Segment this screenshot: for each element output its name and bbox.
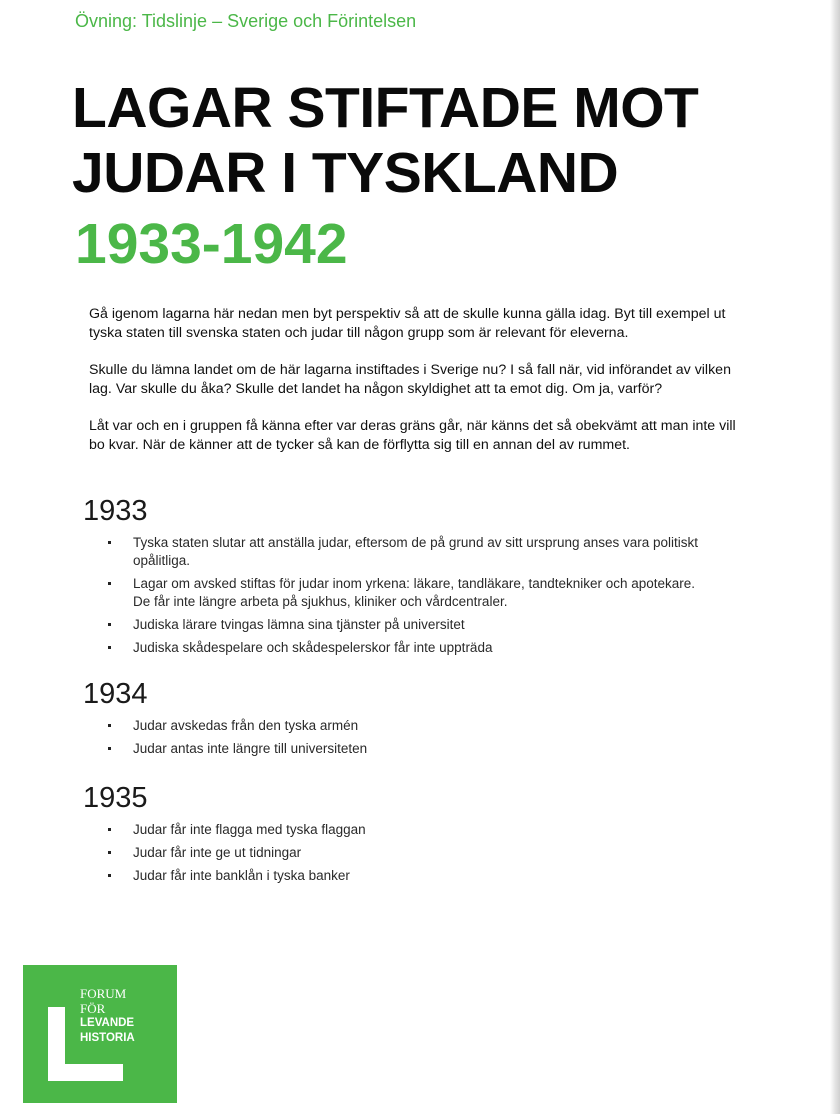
bullet-icon <box>108 646 111 649</box>
list-item <box>108 821 708 839</box>
list-item-text: Judar får inte flagga med tyska flaggan <box>133 822 366 837</box>
logo-l-mark-base <box>48 1064 123 1081</box>
intro-paragraph: Skulle du lämna landet om de här lagarna instiftades i Sverige nu? I så fall när, vid införandet av vilken lag. Var skulle du åka? Skulle det landet ha någon skyldighet att ta emot dig. Om ja, varför? <box>89 362 731 397</box>
logo-text-levande: LEVANDE <box>80 1017 135 1029</box>
intro-paragraph: Gå igenom lagarna här nedan men byt perspektiv så att de skulle kunna gälla idag. Byt till exempel ut tyska staten till svenska staten och judar till någon grupp som är relevant för eleverna. <box>89 306 726 341</box>
logo-text-for: FÖR <box>80 1001 106 1016</box>
list-item <box>108 575 708 611</box>
list-item-text: Judar antas inte längre till universiteten <box>133 741 368 756</box>
logo-text-historia: HISTORIA <box>80 1032 135 1044</box>
bullet-icon <box>108 851 111 854</box>
bullet-icon <box>108 582 111 585</box>
list-item-text: Judar får inte ge ut tidningar <box>133 845 302 860</box>
list-item-text: Judar får inte banklån i tyska banker <box>133 868 350 883</box>
bullet-icon <box>108 541 111 544</box>
list-item-text: Judar avskedas från den tyska armén <box>133 718 359 733</box>
list-item <box>108 844 708 862</box>
list-item-text: Judiska lärare tvingas lämna sina tjänster på universitet <box>133 617 465 632</box>
bullet-icon <box>108 724 111 727</box>
list-item <box>108 867 708 885</box>
forum-for-levande-historia-logo <box>23 965 177 1103</box>
list-item <box>108 717 708 735</box>
title-line-1: LAGAR STIFTADE MOT <box>72 76 699 140</box>
page-title <box>72 76 698 206</box>
logo-text-forum: FORUM <box>80 986 127 1001</box>
year-heading-1934: 1934 <box>83 678 148 710</box>
law-list-1935 <box>108 821 708 890</box>
exercise-subtitle: Övning: Tidslinje – Sverige och Förintelsen <box>75 11 417 31</box>
list-item <box>108 616 708 634</box>
list-item <box>108 534 708 570</box>
intro-text <box>89 305 749 473</box>
law-list-1933 <box>108 534 708 662</box>
title-line-2: JUDAR I TYSKLAND <box>72 141 619 205</box>
list-item-text: Lagar om avsked stiftas för judar inom yrkena: läkare, tandläkare, tandtekniker och apotekare. De får inte längre arbeta på sjukhus, kliniker och vårdcentraler. <box>133 576 696 609</box>
list-item <box>108 639 708 657</box>
logo-wordmark <box>80 986 135 1046</box>
year-heading-1933: 1933 <box>83 495 148 527</box>
bullet-icon <box>108 747 111 750</box>
list-item <box>108 740 708 758</box>
bullet-icon <box>108 828 111 831</box>
title-years: 1933-1942 <box>75 212 348 276</box>
bullet-icon <box>108 623 111 626</box>
page-edge-shadow <box>830 0 840 1114</box>
intro-paragraph: Låt var och en i gruppen få känna efter var deras gräns går, när känns det så obekvämt att man inte vill bo kvar. När de känner att de tycker så kan de förflytta sig till en annan del av rummet. <box>89 418 736 453</box>
law-list-1934 <box>108 717 708 763</box>
year-heading-1935: 1935 <box>83 782 148 814</box>
list-item-text: Tyska staten slutar att anställa judar, eftersom de på grund av sitt ursprung anses vara politiskt opålitliga. <box>133 535 699 568</box>
list-item-text: Judiska skådespelare och skådespelerskor får inte uppträda <box>133 640 493 655</box>
bullet-icon <box>108 874 111 877</box>
